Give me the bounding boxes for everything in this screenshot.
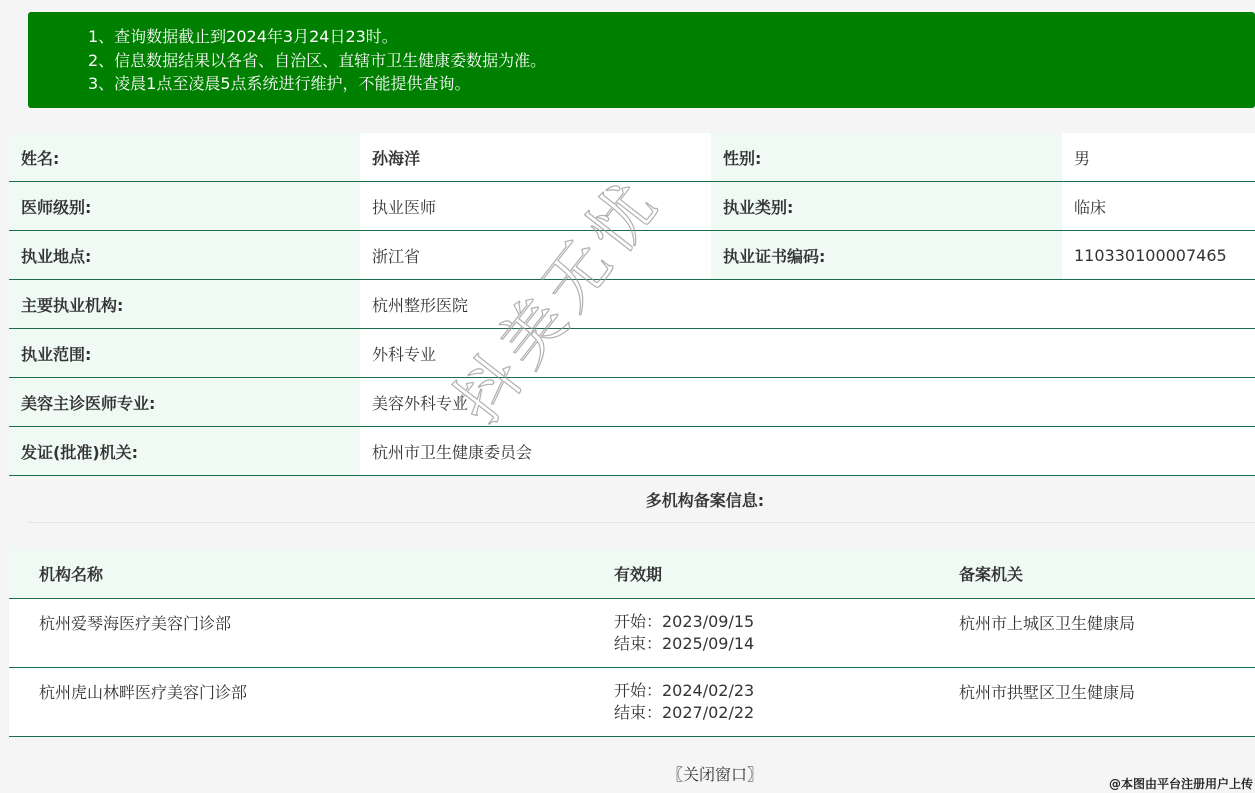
- close-window-link[interactable]: 〖关闭窗口〗: [667, 765, 764, 784]
- notice-line-1: 1、查询数据截止到2024年3月24日23时。: [88, 27, 398, 46]
- cert-value: 110330100007465: [1062, 231, 1255, 280]
- level-value: 执业医师: [360, 182, 711, 231]
- location-value: 浙江省: [360, 231, 711, 280]
- cert-label: 执业证书编码:: [711, 231, 1062, 280]
- org-name: 杭州虎山林畔医疗美容门诊部: [9, 668, 613, 737]
- authority: 杭州市拱墅区卫生健康局: [958, 668, 1255, 737]
- validity-cell: [613, 599, 958, 668]
- start-date: 开始：2024/02/23: [614, 681, 755, 700]
- table-row: [9, 668, 1255, 737]
- upload-credit: @本图由平台注册用户上传: [1108, 777, 1253, 791]
- header-authority: 备案机关: [958, 548, 1255, 599]
- issuer-value: 杭州市卫生健康委员会: [360, 427, 1255, 476]
- multi-org-table: [9, 548, 1255, 737]
- end-date: 结束：2025/09/14: [614, 634, 755, 653]
- table-header-row: [9, 548, 1255, 599]
- validity-cell: [613, 668, 958, 737]
- name-label: 姓名:: [9, 133, 360, 182]
- location-label: 执业地点:: [9, 231, 360, 280]
- category-label: 执业类别:: [711, 182, 1062, 231]
- cosmetic-label: 美容主诊医师专业:: [9, 378, 360, 427]
- table-row: [9, 599, 1255, 668]
- multi-org-title: 多机构备案信息:: [645, 491, 765, 510]
- category-value: 临床: [1062, 182, 1255, 231]
- institution-label: 主要执业机构:: [9, 280, 360, 329]
- level-label: 医师级别:: [9, 182, 360, 231]
- org-name: 杭州爱琴海医疗美容门诊部: [9, 599, 613, 668]
- info-row-level: [9, 182, 1255, 231]
- header-org-name: 机构名称: [9, 548, 613, 599]
- info-row-scope: [9, 329, 1255, 378]
- header-validity: 有效期: [613, 548, 958, 599]
- gender-label: 性别:: [711, 133, 1062, 182]
- info-row-institution: [9, 280, 1255, 329]
- scope-label: 执业范围:: [9, 329, 360, 378]
- institution-value: 杭州整形医院: [360, 280, 1255, 329]
- info-row-issuer: [9, 427, 1255, 476]
- notice-line-3: 3、凌晨1点至凌晨5点系统进行维护，不能提供查询。: [88, 74, 471, 93]
- name-value: 孙海洋: [360, 133, 711, 182]
- doctor-info-table: [9, 133, 1255, 476]
- start-date: 开始：2023/09/15: [614, 612, 755, 631]
- divider: [28, 522, 1255, 523]
- authority: 杭州市上城区卫生健康局: [958, 599, 1255, 668]
- scope-value: 外科专业: [360, 329, 1255, 378]
- cosmetic-value: 美容外科专业: [360, 378, 1255, 427]
- notice-line-2: 2、信息数据结果以各省、自治区、直辖市卫生健康委数据为准。: [88, 50, 547, 70]
- notice-banner: [28, 12, 1255, 108]
- issuer-label: 发证(批准)机关:: [9, 427, 360, 476]
- gender-value: 男: [1062, 133, 1255, 182]
- info-row-location: [9, 231, 1255, 280]
- end-date: 结束：2027/02/22: [614, 703, 755, 722]
- info-row-name: [9, 133, 1255, 182]
- info-row-cosmetic: [9, 378, 1255, 427]
